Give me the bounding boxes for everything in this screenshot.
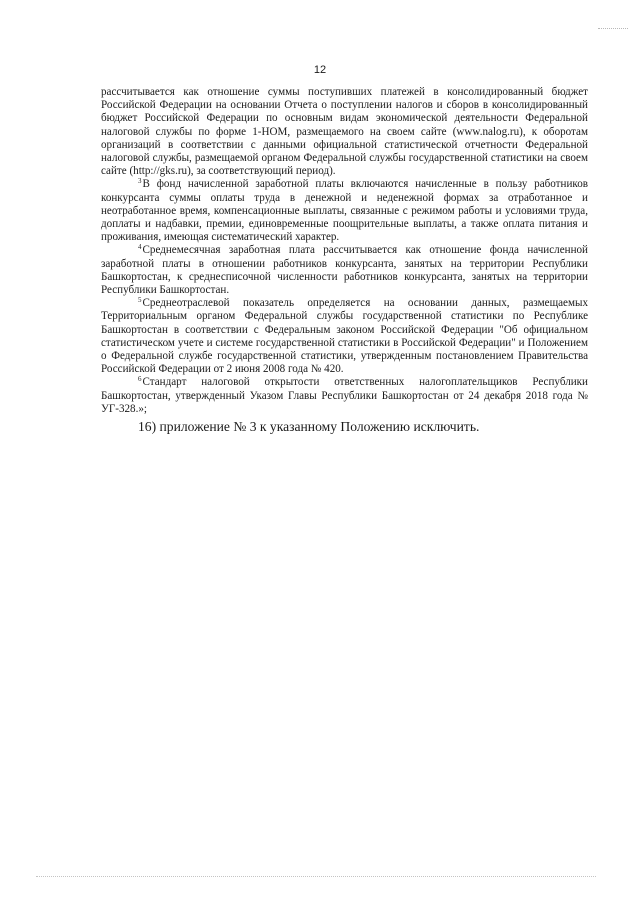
footnote-6: [101, 376, 588, 416]
footnote-marker: 5: [138, 296, 142, 305]
scan-artifact-top: [598, 28, 628, 29]
footnote-marker: 4: [138, 243, 142, 252]
footnote-text: Среднеотраслевой показатель определяется на основании данных, размещаемых Территориальным органом Федеральной службы государственной статистики по Республике Башкортостан в соответствии с Федеральным законом Российской Федерации "Об официальном статистическом учете и системе государственной статистики в Российской Федерации" и Положением о Федеральной службе государственной статистики, утвержденным постановлением Правительства Российской Федерации от 2 июня 2008 года № 420.: [101, 297, 588, 376]
page-number: 12: [313, 64, 327, 76]
footnote-3: [101, 178, 588, 244]
footnote-text: Среднемесячная заработная плата рассчитывается как отношение фонда начисленной заработной платы в отношении работников конкурсанта, занятых на территории Республики Башкортостан, к среднесписочной численности работников конкурсанта, занятых на территории Республики Башкортостан.: [101, 244, 588, 297]
footnote-5: [101, 297, 588, 376]
paragraph-text: рассчитывается как отношение суммы поступивших платежей в консолидированный бюджет Российской Федерации на основании Отчета о поступлении налогов и сборов в консолидированный бюджет Российской Федерации по основным видам экономической деятельности Федеральной налоговой службы по форме 1-НОМ, размещаемого на своем сайте (www.nalog.ru), к оборотам организаций в соответствии с данными официальной статистической отчетности Федеральной налоговой службы, размещаемой органом Федеральной службы государственной статистики на своем сайте (http://gks.ru), за соответствующий период).: [101, 86, 588, 178]
footnote-4: [101, 244, 588, 297]
footnote-marker: 3: [138, 177, 142, 186]
paragraph-continuation: [101, 86, 588, 178]
footnote-marker: 6: [138, 375, 142, 384]
amendment-item-16: 16) приложение № 3 к указанному Положению исключить.: [138, 419, 480, 435]
footnote-text: Стандарт налоговой открытости ответственных налогоплательщиков Республики Башкортостан, утвержденный Указом Главы Республики Башкортостан от 24 декабря 2018 года № УГ-328.»;: [101, 376, 588, 415]
document-body: [101, 86, 588, 435]
footnote-text: В фонд начисленной заработной платы включаются начисленные в пользу работников конкурсанта суммы оплаты труда в денежной и неденежной формах за отработанное и неотработанное время, компенсационные выплаты, связанные с режимом работы и условиями труда, доплаты и надбавки, премии, единовременные поощрительные выплаты, а также оплата питания и проживания, имеющая систематический характер.: [101, 178, 588, 244]
scan-artifact-bottom: [36, 876, 596, 877]
